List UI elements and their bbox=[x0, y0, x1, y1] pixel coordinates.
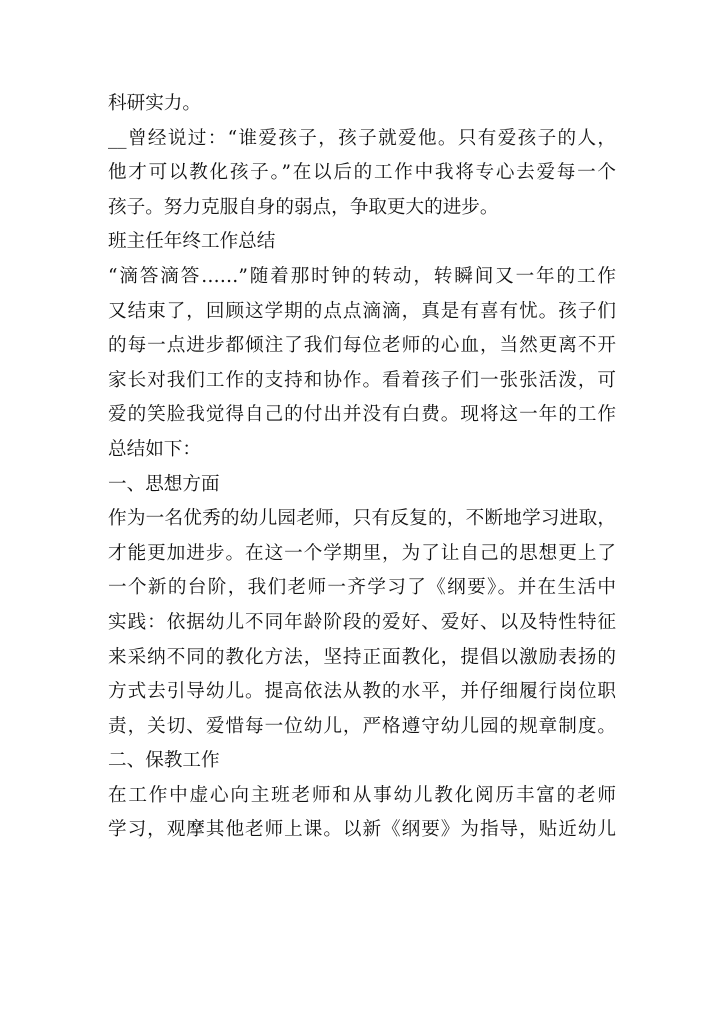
text-line: 又结束了，回顾这学期的点点滴滴，真是有喜有忧。孩子们 bbox=[108, 300, 616, 322]
text-line: 他才可以教化孩子。”在以后的工作中我将专心去爱每一个 bbox=[108, 162, 616, 184]
section-heading: 一、思想方面 bbox=[108, 473, 220, 495]
text-line: 责，关切、爱惜每一位幼儿，严格遵守幼儿园的规章制度。 bbox=[108, 715, 616, 737]
text-line: 实践：依据幼儿不同年龄阶段的爱好、爱好、以及特性特征 bbox=[108, 611, 616, 633]
text-line: 作为一名优秀的幼儿园老师，只有反复的，不断地学习进取， bbox=[108, 508, 616, 530]
text-line: 一个新的台阶，我们老师一齐学习了《纲要》。并在生活中 bbox=[108, 577, 616, 599]
text-line: 总结如下： bbox=[108, 438, 201, 460]
text-line: 爱的笑脸我觉得自己的付出并没有白费。现将这一年的工作 bbox=[108, 404, 616, 426]
text-line: 学习，观摩其他老师上课。以新《纲要》为指导，贴近幼儿 bbox=[108, 819, 616, 841]
text-line: 的每一点进步都倾注了我们每位老师的心血，当然更离不开 bbox=[108, 335, 616, 357]
text-line: 才能更加进步。在这一个学期里，为了让自己的思想更上了 bbox=[108, 542, 616, 564]
text-line: 孩子。努力克服自身的弱点，争取更大的进步。 bbox=[108, 196, 499, 218]
document-page bbox=[108, 87, 616, 848]
section-heading: 班主任年终工作总结 bbox=[108, 231, 276, 253]
section-heading: 二、保教工作 bbox=[108, 750, 220, 772]
text-line: “滴答滴答……”随着那时钟的转动，转瞬间又一年的工作 bbox=[108, 265, 616, 287]
text-line: 科研实力。 bbox=[108, 93, 201, 114]
text-line: 来采纳不同的教化方法，坚持正面教化，提倡以激励表扬的 bbox=[108, 646, 616, 668]
text-line: 方式去引导幼儿。提高依法从教的水平，并仔细履行岗位职 bbox=[108, 681, 616, 703]
text-line: 在工作中虚心向主班老师和从事幼儿教化阅历丰富的老师 bbox=[108, 784, 616, 806]
text-line: __曾经说过：“谁爱孩子，孩子就爱他。只有爱孩子的人， bbox=[108, 127, 616, 149]
text-line: 家长对我们工作的支持和协作。看着孩子们一张张活泼，可 bbox=[108, 369, 616, 391]
